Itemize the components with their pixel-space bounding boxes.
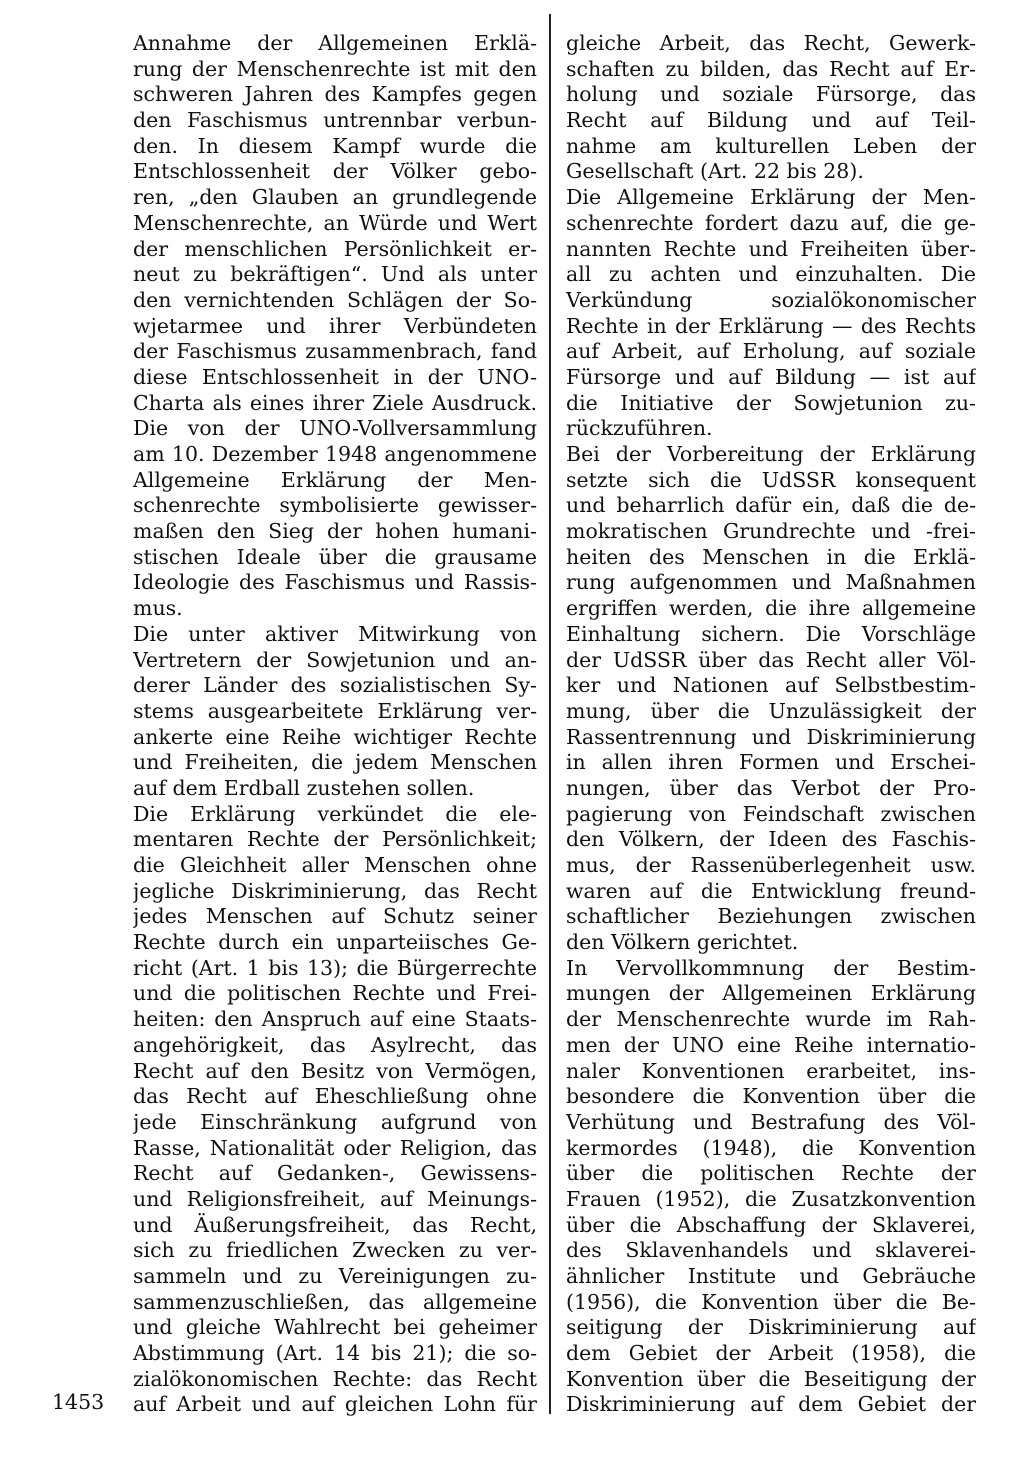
text-line: heiten des Menschen in die Erklä- bbox=[566, 544, 976, 569]
text-line: holung und soziale Fürsorge, das bbox=[566, 82, 976, 107]
left-text-column bbox=[133, 31, 537, 1418]
text-line: ker und Nationen auf Selbstbestim- bbox=[566, 673, 976, 698]
text-line: Recht auf Bildung und auf Teil- bbox=[566, 108, 976, 133]
text-line: und Religionsfreiheit, auf Meinungs- bbox=[133, 1186, 537, 1211]
text-line: rückzuführen. bbox=[566, 416, 713, 441]
text-line: Charta als eines ihrer Ziele Ausdruck. bbox=[133, 390, 537, 415]
text-line: sich zu friedlichen Zwecken zu ver- bbox=[133, 1238, 537, 1263]
text-line: setzte sich die UdSSR konsequent bbox=[566, 467, 976, 492]
text-line: der Faschismus zusammenbrach, fand bbox=[133, 339, 537, 364]
text-line: das Recht auf Eheschließung ohne bbox=[133, 1084, 537, 1109]
text-line: in allen ihren Formen und Erschei- bbox=[566, 750, 976, 775]
text-line: Frauen (1952), die Zusatzkonvention bbox=[566, 1186, 976, 1211]
text-line: (1956), die Konvention über die Be- bbox=[566, 1289, 976, 1314]
text-line: der Menschenrechte wurde im Rah- bbox=[566, 1007, 976, 1032]
text-line: schenrechte symbolisierte gewisser- bbox=[133, 493, 537, 518]
text-line: über die Abschaffung der Sklaverei, bbox=[566, 1212, 976, 1237]
text-line: den Völkern gerichtet. bbox=[566, 930, 799, 955]
text-line: Bei der Vorbereitung der Erklärung bbox=[566, 442, 976, 466]
text-line: schweren Jahren des Kampfes gegen bbox=[133, 82, 537, 107]
text-line: zialökonomischen Rechte: das Recht bbox=[133, 1366, 537, 1391]
text-line: Abstimmung (Art. 14 bis 21); die so- bbox=[133, 1341, 537, 1366]
column-divider bbox=[549, 14, 551, 1414]
text-line: Entschlossenheit der Völker gebo- bbox=[133, 159, 537, 184]
text-line: mus. bbox=[133, 596, 183, 621]
text-line: Rasse, Nationalität oder Religion, das bbox=[133, 1135, 537, 1160]
text-line: waren auf die Entwicklung freund- bbox=[566, 878, 976, 903]
text-line: stischen Ideale über die grausame bbox=[133, 544, 537, 569]
text-line: Verkündung sozialökonomischer bbox=[566, 287, 976, 312]
text-line: diese Entschlossenheit in der UNO- bbox=[133, 364, 537, 389]
text-line: Rechte in der Erklärung — des Rechts bbox=[566, 313, 976, 338]
text-line: rung der Menschenrechte ist mit den bbox=[133, 56, 537, 81]
text-line: ähnlicher Institute und Gebräuche bbox=[566, 1264, 976, 1288]
text-line: ren, „den Glauben an grundlegende bbox=[133, 185, 537, 210]
text-line: am 10. Dezember 1948 angenommene bbox=[133, 442, 537, 466]
text-line: mungen der Allgemeinen Erklärung bbox=[566, 981, 976, 1006]
text-line: und die politischen Rechte und Frei- bbox=[133, 981, 537, 1006]
text-line: auf Arbeit, auf Erholung, auf soziale bbox=[566, 339, 976, 364]
text-line: mentaren Rechte der Persönlichkeit; bbox=[133, 827, 537, 852]
text-line: maßen den Sieg der hohen humani- bbox=[133, 519, 537, 544]
text-line: und Äußerungsfreiheit, das Recht, bbox=[133, 1212, 537, 1237]
text-line: stems ausgearbeitete Erklärung ver- bbox=[133, 698, 537, 723]
text-line: schenrechte fordert dazu auf, die ge- bbox=[566, 210, 976, 235]
text-line: men der UNO eine Reihe internatio- bbox=[566, 1032, 976, 1057]
text-line: nungen, über das Verbot der Pro- bbox=[566, 775, 976, 800]
text-line: schaften zu bilden, das Recht auf Er- bbox=[566, 56, 976, 81]
text-line: kermordes (1948), die Konvention bbox=[566, 1135, 976, 1160]
text-line: Die unter aktiver Mitwirkung von bbox=[133, 621, 537, 646]
text-line: Vertretern der Sowjetunion und an- bbox=[133, 647, 537, 672]
text-line: Allgemeine Erklärung der Men- bbox=[133, 467, 537, 492]
text-line: Konvention über die Beseitigung der bbox=[566, 1366, 976, 1391]
text-line: die Gleichheit aller Menschen ohne bbox=[133, 853, 537, 877]
text-line: Recht auf Gedanken-, Gewissens- bbox=[133, 1161, 537, 1186]
text-line: sammeln und zu Vereinigungen zu- bbox=[133, 1264, 537, 1288]
text-line: Gesellschaft (Art. 22 bis 28). bbox=[566, 159, 864, 184]
text-line: den. In diesem Kampf wurde die bbox=[133, 133, 537, 158]
text-line: Rechte durch ein unparteiisches Ge- bbox=[133, 930, 537, 955]
text-line: mung, über die Unzulässigkeit der bbox=[566, 698, 976, 723]
text-line: über die politischen Rechte der bbox=[566, 1161, 976, 1186]
text-line: pagierung von Feindschaft zwischen bbox=[566, 801, 976, 826]
text-line: des Sklavenhandels und sklaverei- bbox=[566, 1238, 976, 1263]
text-line: gleiche Arbeit, das Recht, Gewerk- bbox=[566, 31, 976, 55]
text-line: auf Arbeit und auf gleichen Lohn für bbox=[133, 1392, 537, 1417]
text-line: Recht auf den Besitz von Vermögen, bbox=[133, 1058, 537, 1083]
text-line: seitigung der Diskriminierung auf bbox=[566, 1315, 976, 1340]
text-line: Fürsorge und auf Bildung — ist auf bbox=[566, 364, 976, 389]
text-line: ankerte eine Reihe wichtiger Rechte bbox=[133, 724, 537, 749]
text-line: nannten Rechte und Freiheiten über- bbox=[566, 236, 976, 261]
text-line: mus, der Rassenüberlegenheit usw. bbox=[566, 853, 976, 877]
text-line: jede Einschränkung aufgrund von bbox=[133, 1109, 537, 1134]
right-text-column bbox=[566, 31, 976, 1418]
text-line: heiten: den Anspruch auf eine Staats- bbox=[133, 1007, 537, 1032]
text-line: naler Konventionen erarbeitet, ins- bbox=[566, 1058, 976, 1083]
text-line: auf dem Erdball zustehen sollen. bbox=[133, 775, 475, 800]
text-line: wjetarmee und ihrer Verbündeten bbox=[133, 313, 537, 338]
text-line: rung aufgenommen und Maßnahmen bbox=[566, 570, 976, 595]
text-line: Einhaltung sichern. Die Vorschläge bbox=[566, 621, 976, 646]
text-line: Rassentrennung und Diskriminierung bbox=[566, 724, 976, 749]
text-line: der UdSSR über das Recht aller Völ- bbox=[566, 647, 976, 672]
text-line: Die Allgemeine Erklärung der Men- bbox=[566, 185, 976, 210]
text-line: dem Gebiet der Arbeit (1958), die bbox=[566, 1341, 976, 1366]
text-line: richt (Art. 1 bis 13); die Bürgerrechte bbox=[133, 955, 537, 980]
text-line: all zu achten und einzuhalten. Die bbox=[566, 262, 976, 287]
text-line: den Völkern, der Ideen des Faschis- bbox=[566, 827, 976, 852]
page-number: 1453 bbox=[52, 1390, 105, 1414]
text-line: In Vervollkommnung der Bestim- bbox=[566, 955, 976, 980]
text-line: neut zu bekräftigen“. Und als unter bbox=[133, 262, 537, 287]
text-line: ergriffen werden, die ihre allgemeine bbox=[566, 596, 976, 621]
text-line: und gleiche Wahlrecht bei geheimer bbox=[133, 1315, 537, 1340]
text-line: derer Länder des sozialistischen Sy- bbox=[133, 673, 537, 698]
text-line: der menschlichen Persönlichkeit er- bbox=[133, 236, 537, 261]
text-line: und beharrlich dafür ein, daß die de- bbox=[566, 493, 976, 518]
text-line: besondere die Konvention über die bbox=[566, 1084, 976, 1109]
text-line: Die Erklärung verkündet die ele- bbox=[133, 801, 537, 826]
text-line: Ideologie des Faschismus und Rassis- bbox=[133, 570, 537, 595]
text-line: Annahme der Allgemeinen Erklä- bbox=[133, 31, 537, 55]
text-line: Verhütung und Bestrafung des Völ- bbox=[566, 1109, 976, 1134]
text-line: Die von der UNO-Vollversammlung bbox=[133, 416, 537, 441]
text-line: mokratischen Grundrechte und -frei- bbox=[566, 519, 976, 544]
text-line: angehörigkeit, das Asylrecht, das bbox=[133, 1032, 537, 1057]
text-line: den vernichtenden Schlägen der So- bbox=[133, 287, 537, 312]
text-line: jedes Menschen auf Schutz seiner bbox=[133, 904, 537, 929]
text-line: Diskriminierung auf dem Gebiet der bbox=[566, 1392, 976, 1417]
text-line: die Initiative der Sowjetunion zu- bbox=[566, 390, 976, 415]
text-line: sammenzuschließen, das allgemeine bbox=[133, 1289, 537, 1314]
text-line: den Faschismus untrennbar verbun- bbox=[133, 108, 537, 133]
text-line: jegliche Diskriminierung, das Recht bbox=[133, 878, 537, 903]
text-line: schaftlicher Beziehungen zwischen bbox=[566, 904, 976, 929]
text-line: Menschenrechte, an Würde und Wert bbox=[133, 210, 537, 235]
text-line: und Freiheiten, die jedem Menschen bbox=[133, 750, 537, 775]
text-line: nahme am kulturellen Leben der bbox=[566, 133, 976, 158]
